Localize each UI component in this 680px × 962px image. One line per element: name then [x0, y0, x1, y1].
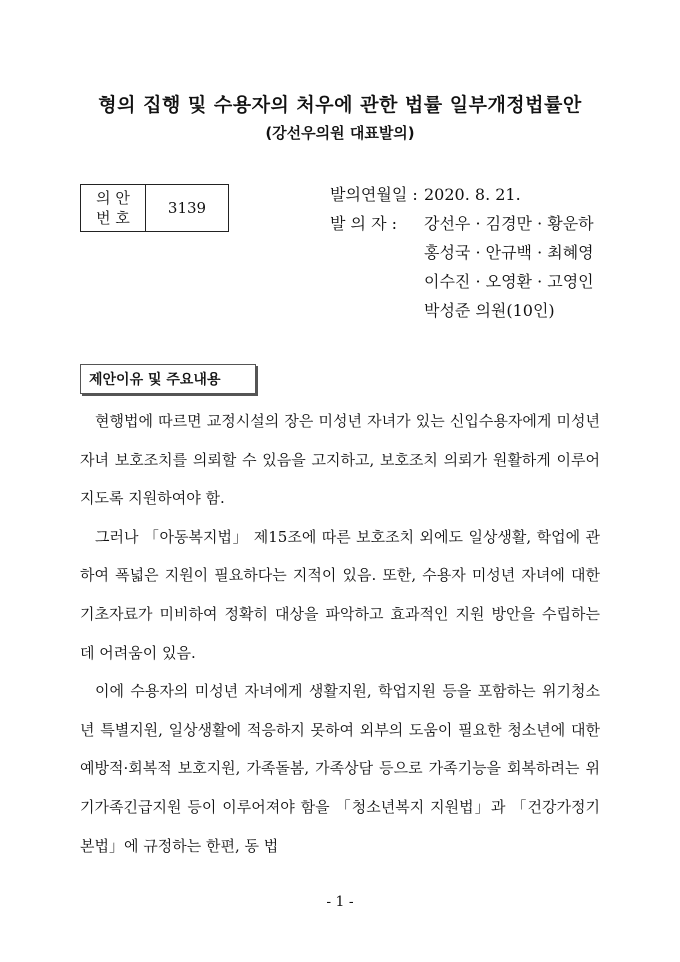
- bill-number-box: [80, 184, 229, 232]
- bill-number-label-line1: 의 안: [96, 189, 130, 207]
- bill-number-label-line2: 번 호: [96, 209, 130, 227]
- proposers-row: [330, 209, 594, 238]
- bill-number-label: [81, 185, 146, 232]
- proposers-line: 이수진 · 오영환 · 고영인: [424, 272, 594, 291]
- proposal-date-row: [330, 180, 594, 209]
- bill-meta: [330, 180, 594, 325]
- body-text: [80, 402, 600, 865]
- proposers-line: 홍성국 · 안규백 · 최혜영: [424, 243, 594, 262]
- document-title: 형의 집행 및 수용자의 처우에 관한 법률 일부개정법률안: [98, 94, 582, 116]
- proposers-line: 강선우 · 김경만 · 황운하: [424, 214, 594, 233]
- page-number: - 1 -: [326, 894, 354, 910]
- bill-number-value: 3139: [146, 185, 229, 232]
- section-heading: 제안이유 및 주요내용: [80, 364, 256, 394]
- document-subtitle: (강선우의원 대표발의): [265, 124, 415, 142]
- body-paragraph: 현행법에 따르면 교정시설의 장은 미성년 자녀가 있는 신입수용자에게 미성년 자녀 보호조치를 의뢰할 수 있음을 고지하고, 보호조치 의뢰가 원활하게 이루어지도록 지원하여야 함.: [80, 412, 600, 508]
- proposal-date-value: 2020. 8. 21.: [424, 185, 521, 204]
- proposal-date-label: 발의연월일 :: [330, 185, 418, 204]
- proposers-label: 발 의 자 :: [330, 214, 398, 233]
- proposers-line: 박성준 의원(10인): [424, 301, 555, 320]
- body-paragraph: 그러나 「아동복지법」 제15조에 따른 보호조치 외에도 일상생활, 학업에 관하여 폭넓은 지원이 필요하다는 지적이 있음. 또한, 수용자 미성년 자녀에 대한 기초자료가 미비하여 정확히 대상을 파악하고 효과적인 지원 방안을 수립하는 데 어려움이 있음.: [80, 527, 600, 662]
- body-paragraph: 이에 수용자의 미성년 자녀에게 생활지원, 학업지원 등을 포함하는 위기청소년 특별지원, 일상생활에 적응하지 못하여 외부의 도움이 필요한 청소년에 대한 예방적·회복적 보호지원, 가족돌봄, 가족상담 등으로 가족기능을 회복하려는 위기가족긴급지원 등이 이루어져야 함을 「청소년복지 지원법」과 「건강가정기본법」에 규정하는 한편, 동 법: [80, 682, 600, 855]
